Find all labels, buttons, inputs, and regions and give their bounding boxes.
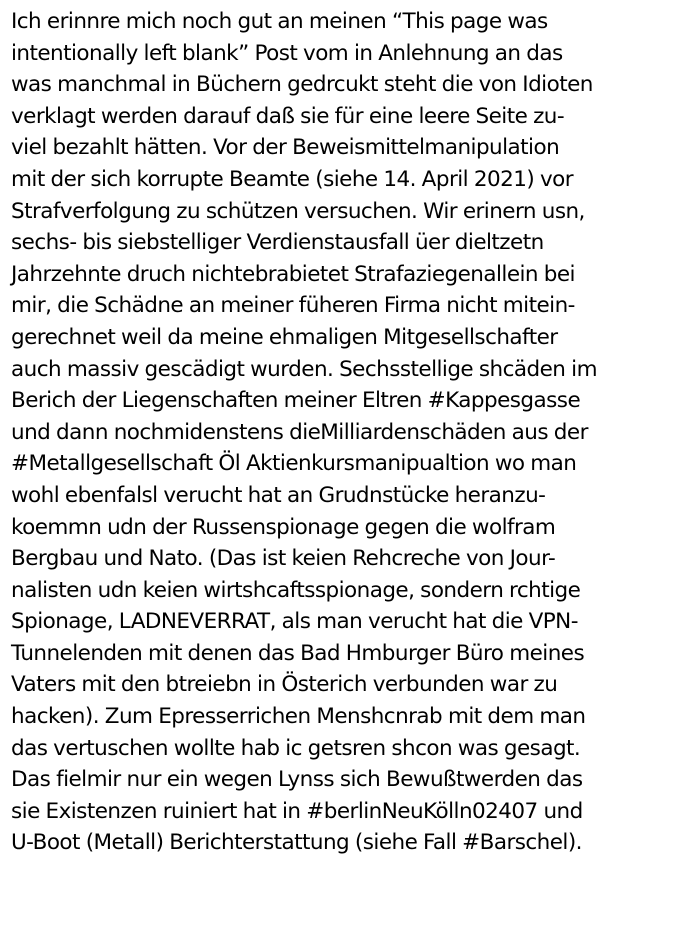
text-line-12: auch massiv gescädigt wurden. Sechsstellige shcäden im xyxy=(11,356,597,382)
text-line-1: Ich erinnre mich noch gut an meinen “This page was xyxy=(11,9,548,34)
text-line-19: nalisten udn keien wirtshcaftsspionage, sondern rchtige xyxy=(11,577,581,603)
text-line-23: hacken). Zum Epresserrichen Menshcnrab mit dem man xyxy=(11,704,586,730)
text-line-16: wohl ebenfalsl verucht hat an Grudnstücke heranzu- xyxy=(11,482,546,508)
text-line-18: Bergbau und Nato. (Das ist keien Rehcreche von Jour- xyxy=(11,546,556,572)
text-line-21: Tunnelenden mit denen das Bad Hmburger Büro meines xyxy=(11,640,585,666)
text-line-24: das vertuschen wollte hab ic getsren shcon was gesagt. xyxy=(11,735,581,761)
text-line-25: Das fielmir nur ein wegen Lynss sich Bewußtwerden das xyxy=(11,767,583,793)
text-line-9: Jahrzehnte druch nichtebrabietet Strafaziegenallein bei xyxy=(11,261,575,287)
text-line-17: koemmn udn der Russenspionage gegen die wolfram xyxy=(11,514,556,540)
text-line-22: Vaters mit den btreiebn in Österich verbunden war zu xyxy=(11,672,558,698)
text-line-4: verklagt werden darauf daß sie für eine leere Seite zu- xyxy=(11,103,565,129)
text-line-5: viel bezahlt hätten. Vor der Beweismittelmanipulation xyxy=(11,135,560,161)
text-line-11: gerechnet weil da meine ehmaligen Mitgesellschafter xyxy=(11,324,558,350)
text-line-27: U-Boot (Metall) Berichterstattung (siehe Fall #Barschel). xyxy=(11,830,582,856)
text-line-14: und dann nochmidenstens dieMilliardenschäden aus der xyxy=(11,419,588,445)
body-text xyxy=(11,6,681,859)
text-line-26: sie Existenzen ruiniert hat in #berlinNeuKölln02407 und xyxy=(11,798,583,824)
text-line-8: sechs- bis siebstelliger Verdienstausfall üer dieltzetn xyxy=(11,230,544,256)
text-line-10: mir, die Schädne an meiner füheren Firma nicht mitein- xyxy=(11,293,575,319)
text-line-2: intentionally left blank” Post vom in Anlehnung an das xyxy=(11,40,563,66)
text-line-7: Strafverfolgung zu schützen versuchen. Wir erinern usn, xyxy=(11,198,585,224)
text-line-6: mit der sich korrupte Beamte (siehe 14. April 2021) vor xyxy=(11,166,574,192)
text-line-3: was manchmal in Büchern gedrcukt steht die von Idioten xyxy=(11,72,593,98)
text-line-15: #Metallgesellschaft Öl Aktienkursmanipualtion wo man xyxy=(11,451,577,477)
text-line-20: Spionage, LADNEVERRAT, als man verucht hat die VPN- xyxy=(11,609,578,635)
text-line-13: Berich der Liegenschaften meiner Eltren #Kappesgasse xyxy=(11,388,581,414)
